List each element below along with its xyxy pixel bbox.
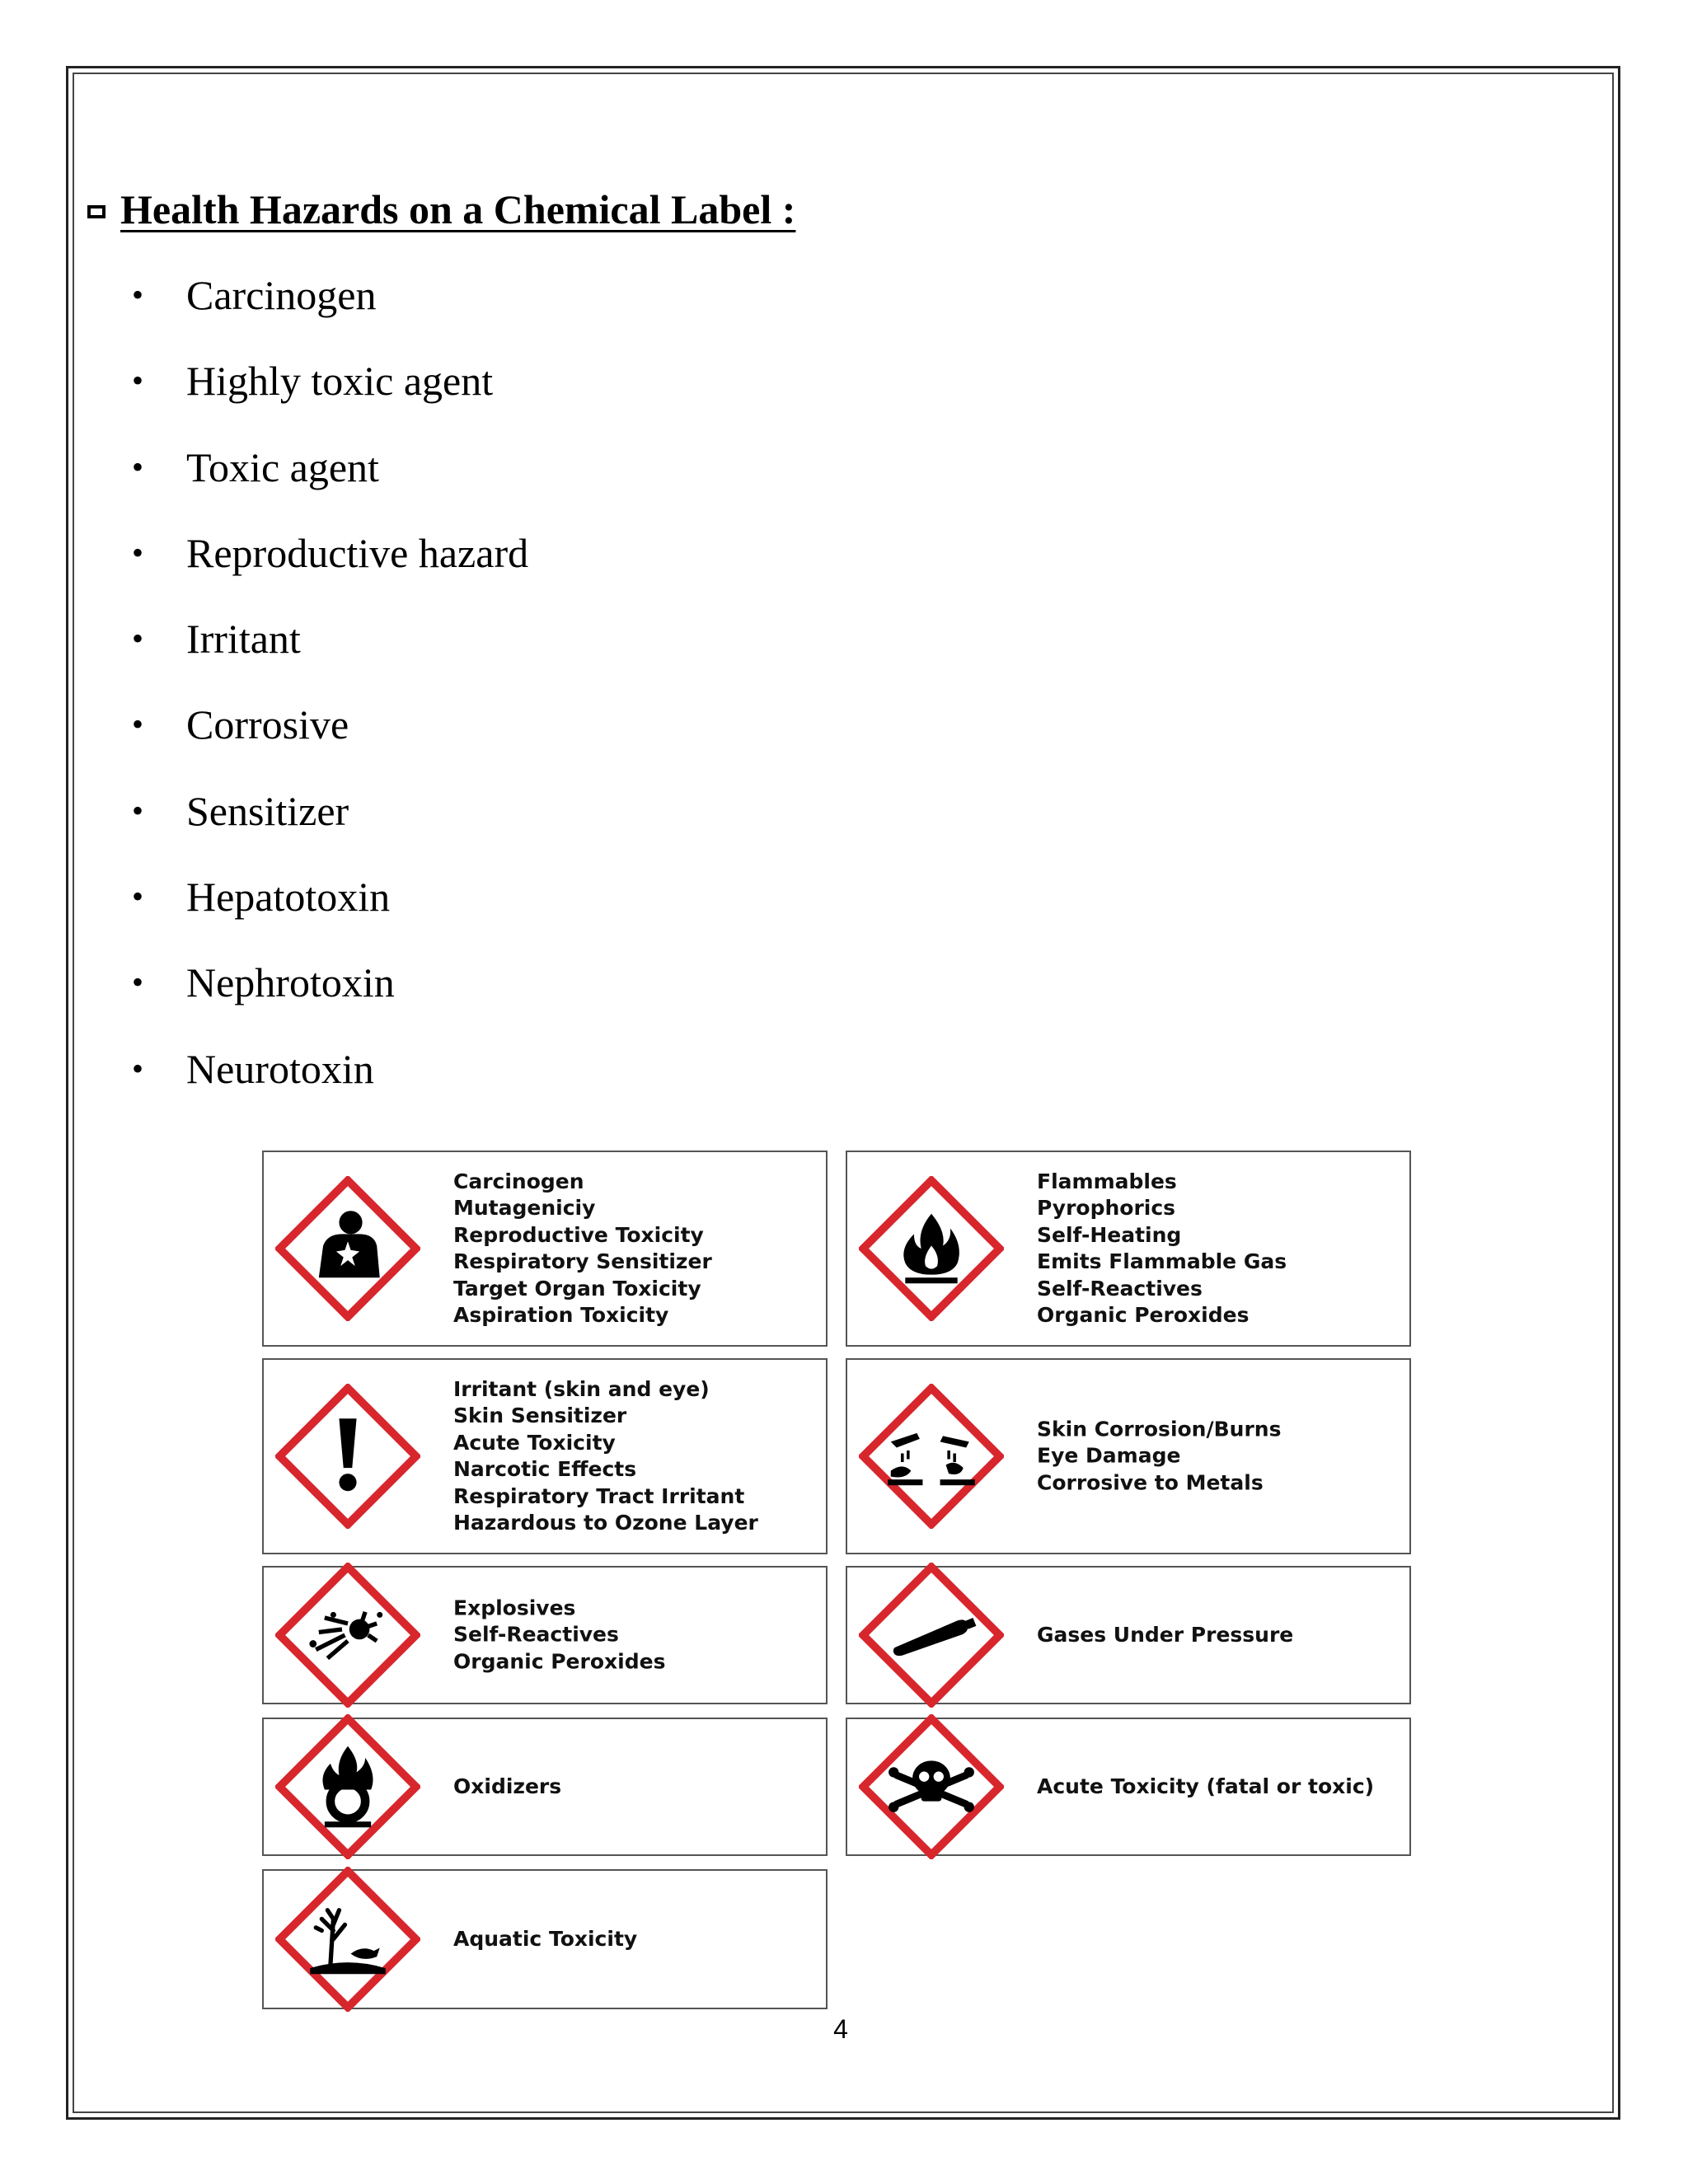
hazard-label: Self-Heating bbox=[1037, 1222, 1182, 1247]
hazard-label: Organic Peroxides bbox=[453, 1649, 666, 1674]
corrosion-icon bbox=[859, 1384, 1004, 1529]
ghs-card-health-hazard bbox=[262, 1151, 828, 1347]
bullet-icon: • bbox=[132, 878, 144, 916]
bullet-icon: • bbox=[132, 533, 144, 571]
ghs-card-labels bbox=[1037, 1416, 1281, 1496]
ghs-card-exclamation bbox=[262, 1358, 828, 1554]
hazard-label: Pyrophorics bbox=[1037, 1196, 1176, 1221]
list-item-text: Corrosive bbox=[186, 701, 349, 748]
hazard-label: Acute Toxicity bbox=[453, 1430, 616, 1455]
ghs-card-labels bbox=[453, 1595, 665, 1675]
hazard-label: Aspiration Toxicity bbox=[453, 1302, 669, 1327]
gas-cylinder-icon bbox=[859, 1563, 1004, 1708]
ghs-card-labels bbox=[1037, 1169, 1287, 1329]
hazard-label: Oxidizers bbox=[453, 1774, 562, 1798]
section-heading bbox=[87, 180, 795, 239]
hazard-label: Emits Flammable Gas bbox=[1037, 1249, 1287, 1273]
ghs-card-gas-cylinder bbox=[846, 1566, 1411, 1704]
bullet-icon: • bbox=[132, 620, 144, 658]
bullet-icon: • bbox=[132, 448, 144, 485]
list-item-text: Highly toxic agent bbox=[186, 358, 494, 405]
hazard-label: Aquatic Toxicity bbox=[453, 1926, 638, 1951]
bullet-icon: • bbox=[132, 705, 144, 743]
ghs-pictogram-chart bbox=[262, 1151, 1411, 2009]
list-item-text: Carcinogen bbox=[186, 272, 377, 318]
hazard-label: Skin Sensitizer bbox=[453, 1404, 627, 1428]
hazard-label: Narcotic Effects bbox=[453, 1457, 637, 1481]
hazard-label: Respiratory Tract Irritant bbox=[453, 1483, 745, 1508]
hazard-label: Self-Reactives bbox=[453, 1622, 619, 1647]
list-item-text: Reproductive hazard bbox=[186, 529, 529, 576]
hazard-label: Corrosive to Metals bbox=[1037, 1470, 1264, 1495]
hazard-label: Self-Reactives bbox=[1037, 1276, 1203, 1301]
ghs-card-flame-over-circle bbox=[262, 1718, 828, 1856]
hazard-label: Gases Under Pressure bbox=[1037, 1622, 1294, 1647]
section-heading-text: Health Hazards on a Chemical Label : bbox=[120, 186, 796, 232]
hazard-label: Irritant (skin and eye) bbox=[453, 1376, 710, 1401]
ghs-card-corrosion bbox=[846, 1358, 1411, 1554]
bullet-icon: • bbox=[132, 963, 144, 1001]
page-number: 4 bbox=[833, 2014, 848, 2044]
bullet-icon: • bbox=[132, 362, 144, 400]
bullet-icon: • bbox=[132, 1049, 144, 1087]
bullet-icon: • bbox=[132, 791, 144, 829]
flame-over-circle-icon bbox=[275, 1714, 420, 1859]
ghs-card-labels bbox=[1037, 1774, 1374, 1800]
list-item-text: Toxic agent bbox=[186, 443, 379, 490]
hazard-label: Respiratory Sensitizer bbox=[453, 1249, 712, 1273]
exploding-bomb-icon bbox=[275, 1563, 420, 1708]
hazard-label: Explosives bbox=[453, 1596, 576, 1620]
skull-crossbones-icon bbox=[859, 1714, 1004, 1859]
hazard-label: Reproductive Toxicity bbox=[453, 1222, 704, 1247]
ghs-card-labels bbox=[1037, 1622, 1293, 1648]
square-bullet-icon bbox=[87, 205, 106, 218]
hazard-label: Eye Damage bbox=[1037, 1443, 1181, 1468]
ghs-card-exploding-bomb bbox=[262, 1566, 828, 1704]
ghs-card-labels bbox=[453, 1376, 758, 1536]
ghs-card-labels bbox=[453, 1926, 637, 1952]
list-item-text: Irritant bbox=[186, 616, 301, 663]
exclamation-icon bbox=[275, 1384, 420, 1529]
hazard-label: Target Organ Toxicity bbox=[453, 1276, 701, 1301]
flame-icon bbox=[859, 1176, 1004, 1321]
hazard-label: Organic Peroxides bbox=[1037, 1302, 1250, 1327]
ghs-card-environment bbox=[262, 1869, 828, 2009]
list-item-text: Nephrotoxin bbox=[186, 959, 395, 1006]
hazard-label: Hazardous to Ozone Layer bbox=[453, 1510, 758, 1535]
hazard-label: Flammables bbox=[1037, 1169, 1177, 1193]
hazard-label: Skin Corrosion/Burns bbox=[1037, 1417, 1282, 1441]
ghs-card-flame bbox=[846, 1151, 1411, 1347]
health-hazard-icon bbox=[275, 1176, 420, 1321]
ghs-card-labels bbox=[453, 1169, 712, 1329]
ghs-card-skull-crossbones bbox=[846, 1718, 1411, 1856]
hazard-label: Mutageniciy bbox=[453, 1196, 596, 1221]
hazard-label: Carcinogen bbox=[453, 1169, 584, 1193]
list-item-text: Neurotoxin bbox=[186, 1045, 374, 1092]
list-item-text: Hepatotoxin bbox=[186, 874, 391, 921]
bullet-icon: • bbox=[132, 276, 144, 313]
list-item-text: Sensitizer bbox=[186, 787, 349, 834]
hazard-label: Acute Toxicity (fatal or toxic) bbox=[1037, 1774, 1375, 1798]
environment-icon bbox=[275, 1867, 420, 2012]
ghs-card-labels bbox=[453, 1774, 561, 1800]
